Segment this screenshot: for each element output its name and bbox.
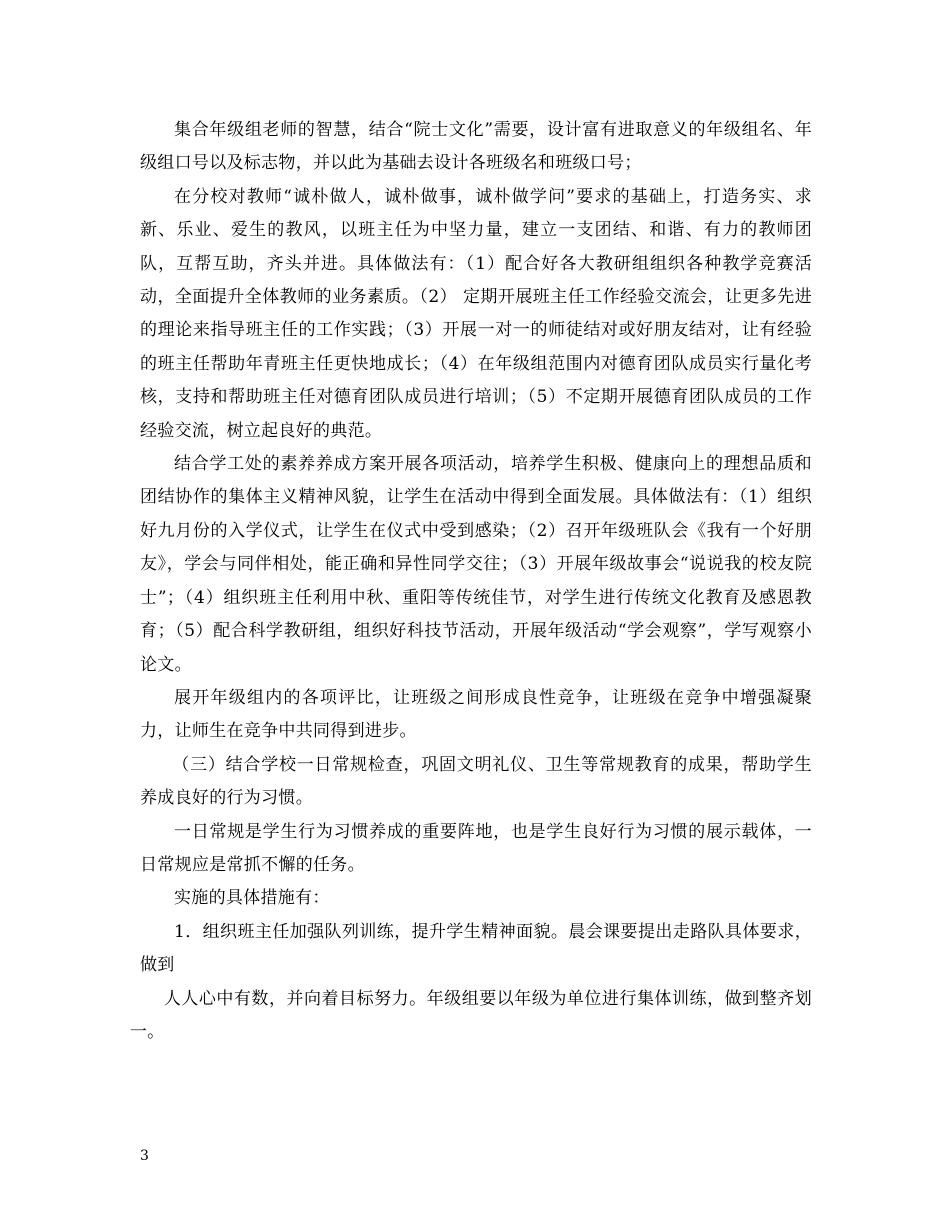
paragraph-teacher-team: 在分校对教师“诚朴做人，诚朴做事，诚朴做学问”要求的基础上，打造务实、求新、乐业、爱生的教风，以班主任为中坚力量，建立一支团结、和谐、有力的教师团队，互帮互助，齐头并进。具体做法有：（1）配合好各大教研组组织各种教学竞赛活动，全面提升全体教师的业务素质。（2） 定期开展班主任工作经验交流会，让更多先进的理论来指导班主任的工作实践；（3）开展一对一的师徒结对或好朋友结对，让有经验的班主任帮助年青班主任更快地成长；（4）在年级组范围内对德育团队成员实行量化考核，支持和帮助班主任对德育团队成员进行培训；（5）不定期开展德育团队成员的工作经验交流，树立起良好的典范。: [140, 186, 812, 441]
document-body: [129, 114, 812, 1049]
paragraph-measure-one-continued: 人人心中有数，并向着目标努力。年级组要以年级为单位进行集体训练，做到整齐划一。: [129, 988, 812, 1042]
page-number: 3: [140, 1148, 149, 1164]
paragraph-class-competition: 展开年级组内的各项评比，让班级之间形成良性竞争，让班级在竞争中增强凝聚力，让师生在竞争中共同得到进步。: [140, 687, 812, 742]
paragraph-measure-one: 1．组织班主任加强队列训练，提升学生精神面貌。晨会课要提出走路队具体要求，做到: [140, 921, 812, 976]
paragraph-section-three: （三）结合学校一日常规检查，巩固文明礼仪、卫生等常规教育的成果，帮助学生养成良好的行为习惯。: [140, 754, 812, 809]
paragraph-student-activities: 结合学工处的素养养成方案开展各项活动，培养学生积极、健康向上的理想品质和团结协作的集体主义精神风貌，让学生在活动中得到全面发展。具体做法有：（1）组织好九月份的入学仪式，让学生在仪式中受到感染；（2）召开年级班队会《我有一个好朋友》，学会与同伴相处，能正确和异性同学交往；（3）开展年级故事会“说说我的校友院士”；（4）组织班主任利用中秋、重阳等传统佳节，对学生进行传统文化教育及感恩教育；（5）配合科学教研组，组织好科技节活动，开展年级活动“学会观察”，学写观察小论文。: [140, 454, 812, 675]
paragraph-measures-heading: 实施的具体措施有：: [174, 888, 330, 909]
paragraph-daily-routine: 一日常规是学生行为习惯养成的重要阵地，也是学生良好行为习惯的展示载体，一日常规应是常抓不懈的任务。: [140, 821, 812, 875]
paragraph-grade-identity: 集合年级组老师的智慧，结合“院士文化”需要，设计富有进取意义的年级组名、年级组口号以及标志物，并以此为基础去设计各班级名和班级口号；: [140, 120, 812, 174]
